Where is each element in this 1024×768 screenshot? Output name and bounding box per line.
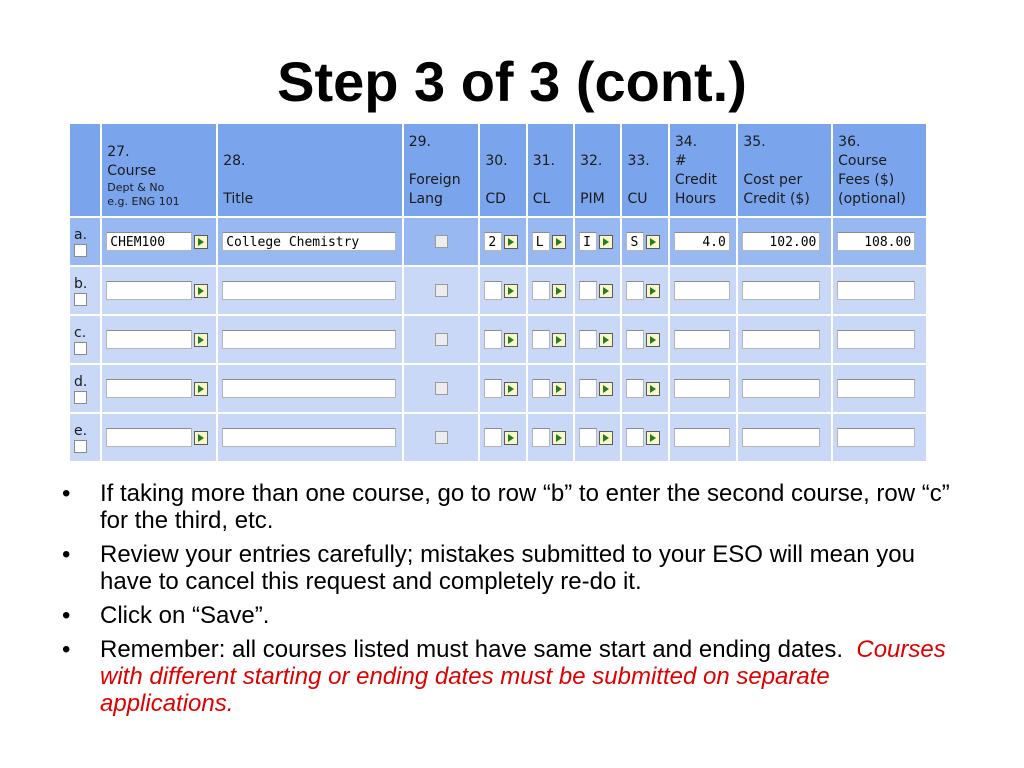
- credit-hours-input[interactable]: [674, 330, 730, 349]
- cl-input[interactable]: [532, 330, 550, 349]
- course-cell: [102, 218, 216, 265]
- course-cell: [102, 267, 216, 314]
- cd-input[interactable]: [484, 281, 502, 300]
- row-select-checkbox[interactable]: [74, 342, 87, 355]
- cu-input[interactable]: [626, 330, 644, 349]
- pim-cell: [575, 267, 620, 314]
- column-label: Fees ($): [838, 172, 895, 188]
- cl-cell: [528, 316, 573, 363]
- header-corner: [70, 124, 100, 216]
- column-hint: Dept & No: [107, 181, 165, 194]
- foreign-lang-checkbox[interactable]: [435, 333, 448, 346]
- lookup-arrow-icon[interactable]: [504, 382, 518, 396]
- column-number: 33.: [627, 153, 650, 169]
- lookup-arrow-icon[interactable]: [504, 284, 518, 298]
- column-label: [627, 171, 663, 190]
- course-input[interactable]: [106, 428, 192, 447]
- title-cell: [218, 267, 402, 314]
- column-header: [528, 124, 573, 216]
- course-input[interactable]: [106, 281, 192, 300]
- foreign-lang-cell: [404, 267, 479, 314]
- title-input[interactable]: [222, 379, 396, 398]
- course-input[interactable]: [106, 379, 192, 398]
- course-fees-cell: [833, 365, 926, 412]
- lookup-arrow-icon[interactable]: [599, 431, 613, 445]
- foreign-lang-cell: [404, 365, 479, 412]
- row-label: e.: [74, 422, 88, 439]
- column-label: Course: [107, 163, 157, 179]
- column-label: Foreign: [408, 172, 461, 188]
- cd-cell: [480, 316, 525, 363]
- lookup-arrow-icon[interactable]: [194, 382, 208, 396]
- instruction-list: [56, 480, 956, 724]
- column-header: [480, 124, 525, 216]
- lookup-arrow-icon[interactable]: [599, 235, 613, 249]
- row-label: c.: [74, 324, 87, 341]
- course-input[interactable]: CHEM100: [106, 232, 192, 251]
- lookup-arrow-icon[interactable]: [504, 333, 518, 347]
- cl-input[interactable]: L: [532, 232, 550, 251]
- column-number: 29.: [408, 134, 431, 150]
- cu-input[interactable]: S: [626, 232, 644, 251]
- lookup-arrow-icon[interactable]: [552, 382, 566, 396]
- column-label: CL: [532, 191, 551, 207]
- title-cell: [218, 316, 402, 363]
- lookup-arrow-icon[interactable]: [504, 235, 518, 249]
- foreign-lang-checkbox[interactable]: [435, 431, 448, 444]
- cost-per-credit-input[interactable]: 102.00: [742, 232, 820, 251]
- pim-cell: [575, 316, 620, 363]
- course-entry-form: [68, 122, 928, 468]
- column-label: (optional): [838, 191, 906, 207]
- row-label-cell: [70, 365, 100, 412]
- table-row: [70, 267, 926, 314]
- title-cell: [218, 218, 402, 265]
- credit-hours-cell: [670, 316, 737, 363]
- credit-hours-cell: [670, 267, 737, 314]
- cd-cell: [480, 267, 525, 314]
- cost-per-credit-input[interactable]: [742, 281, 820, 300]
- cost-per-credit-cell: [738, 414, 831, 461]
- lookup-arrow-icon[interactable]: [599, 382, 613, 396]
- course-fees-cell: [833, 316, 926, 363]
- row-select-checkbox[interactable]: [74, 440, 87, 453]
- column-header: [738, 124, 831, 216]
- cu-cell: [622, 316, 667, 363]
- cu-cell: [622, 365, 667, 412]
- cost-per-credit-input[interactable]: [742, 428, 820, 447]
- table-row: [70, 414, 926, 461]
- cost-per-credit-cell: [738, 267, 831, 314]
- lookup-arrow-icon[interactable]: [646, 382, 660, 396]
- column-label: Hours: [674, 191, 716, 207]
- column-header: [670, 124, 737, 216]
- lookup-arrow-icon[interactable]: [194, 235, 208, 249]
- cl-cell: [528, 267, 573, 314]
- course-fees-input[interactable]: [837, 281, 915, 300]
- column-label: [409, 152, 475, 171]
- pim-input[interactable]: [579, 281, 597, 300]
- cl-input[interactable]: [532, 379, 550, 398]
- column-label: [485, 171, 521, 190]
- title-input[interactable]: College Chemistry: [222, 232, 396, 251]
- column-number: 31.: [532, 153, 555, 169]
- credit-hours-input[interactable]: 4.0: [674, 232, 730, 251]
- course-fees-input[interactable]: [837, 428, 915, 447]
- column-label: [223, 171, 398, 190]
- column-header: [833, 124, 926, 216]
- table-row: [70, 218, 926, 265]
- credit-hours-input[interactable]: [674, 428, 730, 447]
- pim-input[interactable]: I: [579, 232, 597, 251]
- course-fees-input[interactable]: 108.00: [837, 232, 915, 251]
- course-fees-input[interactable]: [837, 379, 915, 398]
- cu-cell: [622, 218, 667, 265]
- foreign-lang-checkbox[interactable]: [435, 235, 448, 248]
- row-label: d.: [74, 373, 88, 390]
- column-number: 36.: [838, 134, 861, 150]
- foreign-lang-cell: [404, 316, 479, 363]
- column-number: 30.: [485, 153, 508, 169]
- credit-hours-cell: [670, 414, 737, 461]
- row-label: a.: [74, 226, 88, 243]
- column-label: PIM: [580, 191, 605, 207]
- pim-cell: [575, 365, 620, 412]
- column-number: 34.: [674, 134, 698, 150]
- credit-hours-cell: [670, 218, 737, 265]
- credit-hours-cell: [670, 365, 737, 412]
- course-cell: [102, 316, 216, 363]
- column-label: Credit: [674, 172, 717, 188]
- table-row: [70, 316, 926, 363]
- lookup-arrow-icon[interactable]: [552, 235, 566, 249]
- foreign-lang-checkbox[interactable]: [435, 382, 448, 395]
- lookup-arrow-icon[interactable]: [646, 284, 660, 298]
- column-number: 28.: [223, 153, 246, 169]
- cu-input[interactable]: [626, 379, 644, 398]
- lookup-arrow-icon[interactable]: [194, 431, 208, 445]
- cu-input[interactable]: [626, 281, 644, 300]
- pim-input[interactable]: [579, 330, 597, 349]
- lookup-arrow-icon[interactable]: [599, 333, 613, 347]
- row-select-checkbox[interactable]: [74, 244, 87, 257]
- column-label: Course: [838, 153, 888, 169]
- lookup-arrow-icon[interactable]: [552, 333, 566, 347]
- cu-input[interactable]: [626, 428, 644, 447]
- cost-per-credit-cell: [738, 218, 831, 265]
- header-row: [70, 124, 926, 216]
- pim-cell: [575, 218, 620, 265]
- course-fees-cell: [833, 218, 926, 265]
- title-input[interactable]: [222, 281, 396, 300]
- bullet-item: • Review your entries carefully; mistakes submitted to your ESO will mean you have to cancel this request and completely re-do it.: [56, 541, 956, 595]
- column-header: [218, 124, 402, 216]
- pim-input[interactable]: [579, 428, 597, 447]
- title-cell: [218, 414, 402, 461]
- lookup-arrow-icon[interactable]: [552, 431, 566, 445]
- table-row: [70, 365, 926, 412]
- course-fees-input[interactable]: [837, 330, 915, 349]
- cl-input[interactable]: [532, 281, 550, 300]
- row-select-checkbox[interactable]: [74, 391, 87, 404]
- column-label: Lang: [408, 191, 443, 207]
- cd-input[interactable]: [484, 330, 502, 349]
- cd-cell: [480, 365, 525, 412]
- column-hint: e.g. ENG 101: [107, 195, 180, 208]
- bullet-item: • If taking more than one course, go to row “b” to enter the second course, row “c” for the third, etc.: [56, 480, 956, 534]
- course-table: [68, 122, 928, 463]
- cu-cell: [622, 267, 667, 314]
- cd-input[interactable]: [484, 428, 502, 447]
- column-label: Title: [223, 191, 254, 207]
- credit-hours-input[interactable]: [674, 281, 730, 300]
- row-select-checkbox[interactable]: [74, 293, 87, 306]
- title-cell: [218, 365, 402, 412]
- cl-cell: [528, 414, 573, 461]
- cl-cell: [528, 365, 573, 412]
- course-input[interactable]: [106, 330, 192, 349]
- column-header: [404, 124, 479, 216]
- row-label-cell: [70, 267, 100, 314]
- lookup-arrow-icon[interactable]: [194, 284, 208, 298]
- column-number: 32.: [580, 153, 603, 169]
- title-input[interactable]: [222, 330, 396, 349]
- course-cell: [102, 365, 216, 412]
- slide-title: Step 3 of 3 (cont.): [277, 50, 747, 113]
- bullet-item: • Click on “Save”.: [56, 602, 956, 629]
- column-number: 27.: [107, 144, 130, 160]
- bullet-item: • Remember: all courses listed must have same start and ending dates. Courses with different starting or ending dates must be submitted on separate applications.: [56, 636, 956, 717]
- title-input[interactable]: [222, 428, 396, 447]
- lookup-arrow-icon[interactable]: [504, 431, 518, 445]
- column-label: Credit ($): [743, 191, 810, 207]
- pim-cell: [575, 414, 620, 461]
- column-number: 35.: [743, 134, 766, 150]
- pim-input[interactable]: [579, 379, 597, 398]
- lookup-arrow-icon[interactable]: [552, 284, 566, 298]
- column-header: [622, 124, 667, 216]
- column-label: Cost per: [743, 172, 803, 188]
- lookup-arrow-icon[interactable]: [194, 333, 208, 347]
- row-label-cell: [70, 316, 100, 363]
- column-label: [580, 171, 616, 190]
- column-label: #: [674, 153, 687, 169]
- emphasis-warning: Courses with different starting or ending dates must be submitted on separate applications.: [100, 636, 946, 717]
- cl-cell: [528, 218, 573, 265]
- lookup-arrow-icon[interactable]: [646, 235, 660, 249]
- course-fees-cell: [833, 267, 926, 314]
- cd-input[interactable]: 2: [484, 232, 502, 251]
- lookup-arrow-icon[interactable]: [599, 284, 613, 298]
- cost-per-credit-input[interactable]: [742, 379, 820, 398]
- cost-per-credit-input[interactable]: [742, 330, 820, 349]
- column-header: [102, 124, 216, 216]
- credit-hours-input[interactable]: [674, 379, 730, 398]
- column-label: [743, 152, 827, 171]
- row-label-cell: [70, 414, 100, 461]
- row-label-cell: [70, 218, 100, 265]
- foreign-lang-cell: [404, 414, 479, 461]
- cost-per-credit-cell: [738, 316, 831, 363]
- column-label: [533, 171, 569, 190]
- lookup-arrow-icon[interactable]: [646, 431, 660, 445]
- cd-cell: [480, 218, 525, 265]
- cu-cell: [622, 414, 667, 461]
- lookup-arrow-icon[interactable]: [646, 333, 660, 347]
- cd-input[interactable]: [484, 379, 502, 398]
- cl-input[interactable]: [532, 428, 550, 447]
- course-fees-cell: [833, 414, 926, 461]
- row-label: b.: [74, 275, 88, 292]
- course-cell: [102, 414, 216, 461]
- column-label: CU: [627, 191, 648, 207]
- column-label: CD: [485, 191, 506, 207]
- foreign-lang-cell: [404, 218, 479, 265]
- column-header: [575, 124, 620, 216]
- cd-cell: [480, 414, 525, 461]
- cost-per-credit-cell: [738, 365, 831, 412]
- foreign-lang-checkbox[interactable]: [435, 284, 448, 297]
